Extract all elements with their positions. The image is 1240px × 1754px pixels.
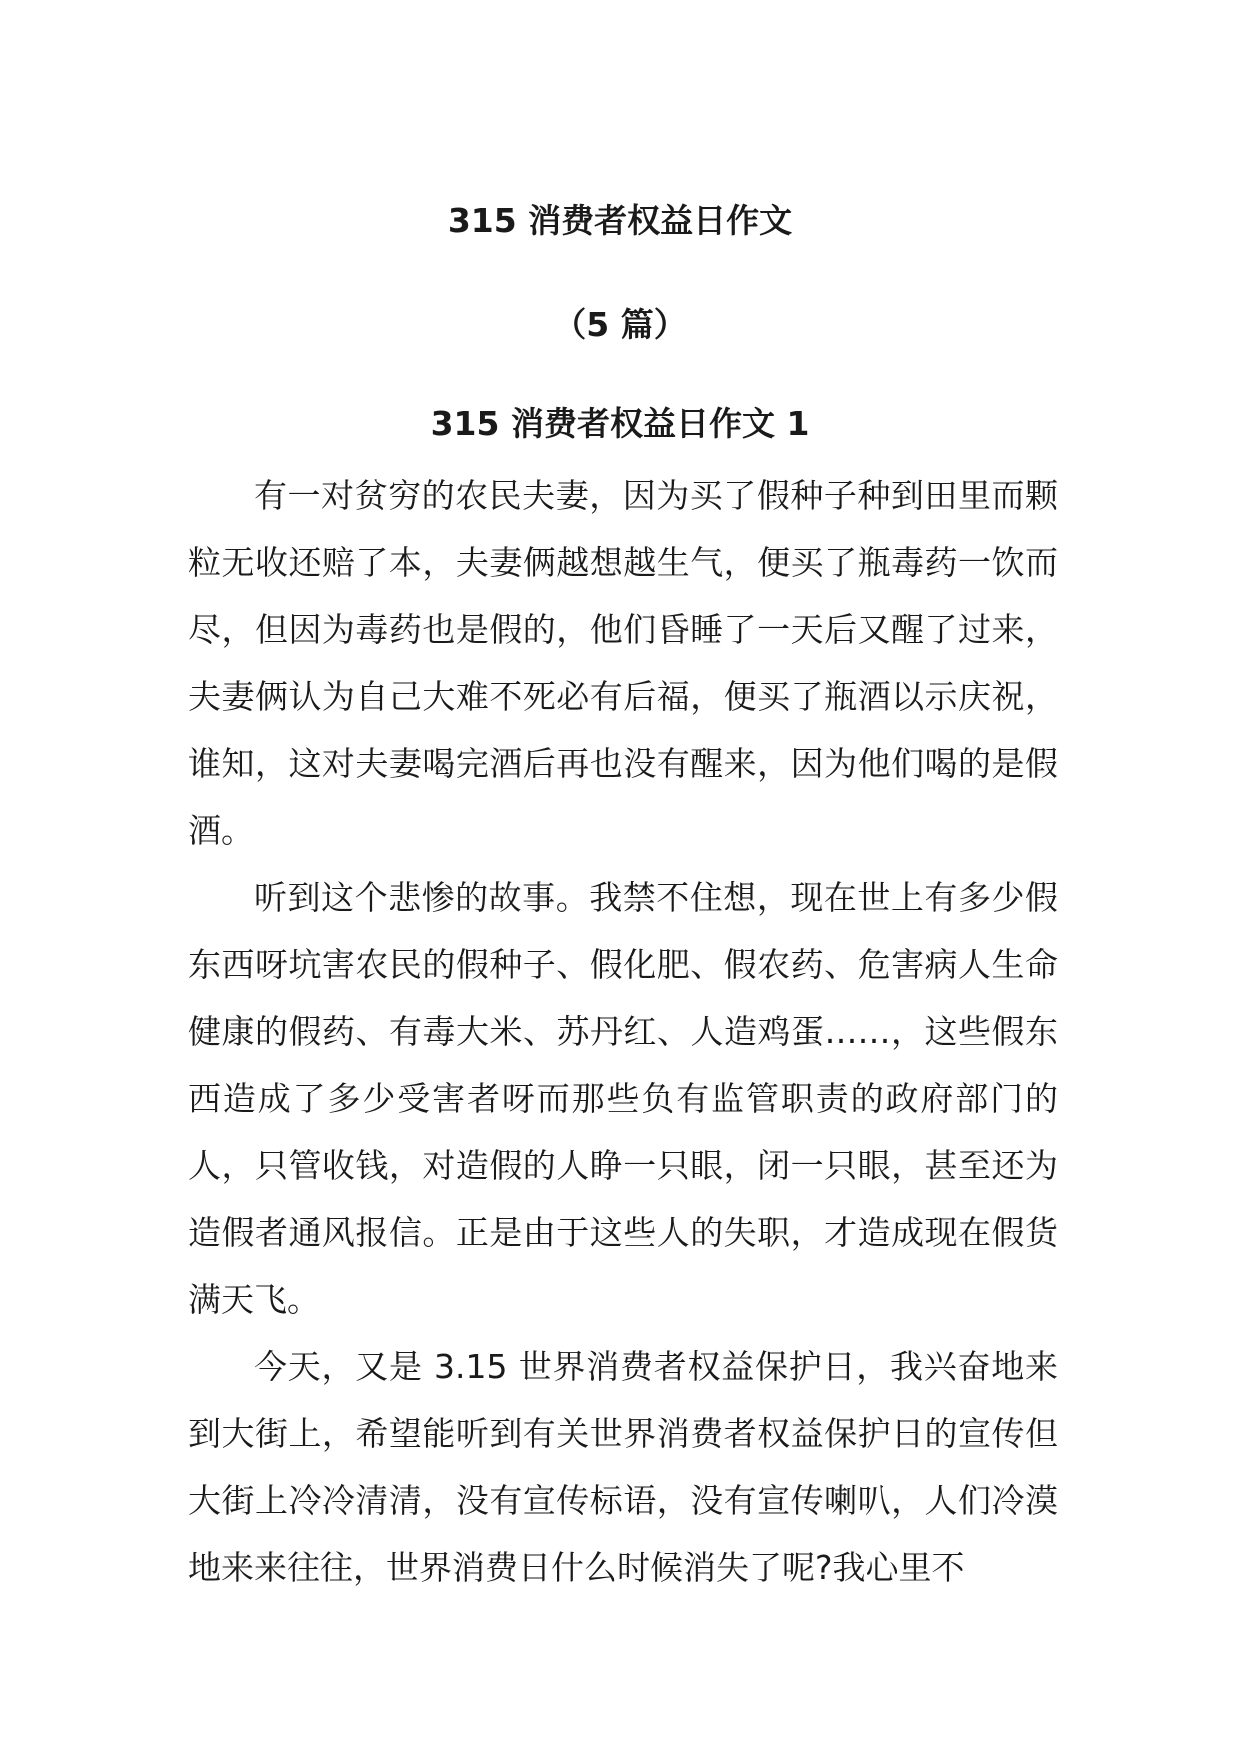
document-body	[188, 462, 1058, 1601]
document-subtitle: （5 篇）	[553, 305, 687, 344]
body-paragraph-1: 有一对贫穷的农民夫妻，因为买了假种子种到田里而颗粒无收还赔了本，夫妻俩越想越生气，便买了瓶毒药一饮而尽，但因为毒药也是假的，他们昏睡了一天后又醒了过来，夫妻俩认为自己大难不死必有后福，便买了瓶酒以示庆祝，谁知，这对夫妻喝完酒后再也没有醒来，因为他们喝的是假酒。	[188, 476, 1058, 850]
body-paragraph-2: 听到这个悲惨的故事。我禁不住想，现在世上有多少假东西呀坑害农民的假种子、假化肥、假农药、危害病人生命健康的假药、有毒大米、苏丹红、人造鸡蛋……，这些假东西造成了多少受害者呀而那些负有监管职责的政府部门的人，只管收钱，对造假的人睁一只眼，闭一只眼，甚至还为造假者通风报信。正是由于这些人的失职，才造成现在假货满天飞。	[188, 878, 1058, 1319]
section-title: 315 消费者权益日作文 1	[430, 404, 810, 443]
body-paragraph-3: 今天，又是 3.15 世界消费者权益保护日，我兴奋地来到大街上，希望能听到有关世界消费者权益保护日的宣传但大街上冷冷清清，没有宣传标语，没有宣传喇叭，人们冷漠地来来往往，世界消费日什么时候消失了呢?我心里不	[188, 1347, 1058, 1587]
document-title: 315 消费者权益日作文	[447, 201, 793, 240]
